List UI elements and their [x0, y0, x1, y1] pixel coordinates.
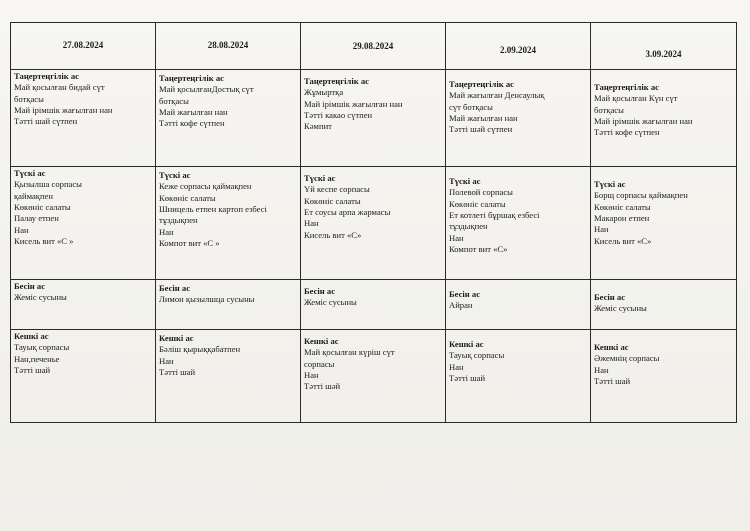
meal-item: Нан — [159, 355, 174, 366]
meal-title: Кешкі ас — [304, 336, 339, 346]
meal-item: Тәтті кофе сүтпен — [159, 118, 225, 129]
meal-item: Май жағылған Денсаулық — [449, 90, 545, 101]
meal-title: Түскі ас — [304, 173, 336, 183]
meal-item: Кисель вит «С» — [304, 229, 362, 240]
date-cell-3 — [446, 23, 591, 70]
breakfast-cell-3 — [446, 70, 591, 167]
meal-title: Бесін ас — [14, 281, 46, 291]
snack-cell-4 — [591, 280, 737, 330]
meal-item: Көкөніс салаты — [449, 198, 506, 209]
meal-title: Бесін ас — [159, 283, 191, 293]
meal-title: Таңертеңгілік ас — [449, 79, 514, 89]
meal-item: Айран — [449, 300, 473, 311]
meal-item: Ет соусы арпа жармасы — [304, 207, 391, 218]
date-cell-4 — [591, 23, 737, 70]
dinner-cell-3 — [446, 330, 591, 423]
meal-item: Май жағылған нан — [159, 107, 228, 118]
meal-item: Нан — [14, 224, 29, 235]
meal-item: Жеміс сусыны — [594, 303, 647, 314]
meal-title: Таңертеңгілік ас — [14, 71, 79, 81]
meal-item: Үй кеспе сорпасы — [304, 184, 370, 195]
dinner-cell-4 — [591, 330, 737, 423]
meal-item: Нан — [304, 218, 319, 229]
meal-item: Нан — [449, 361, 464, 372]
meal-item: Нан,печенье — [14, 353, 60, 364]
meal-item: Палау етпен — [14, 213, 59, 224]
meal-item: Май ірімшік жағылған нан — [14, 105, 113, 116]
meal-item: Қызылша сорпасы — [14, 179, 82, 190]
date-label: 3.09.2024 — [645, 48, 682, 59]
date-cell-1 — [156, 23, 301, 70]
meal-item: Компот вит «С» — [449, 244, 508, 255]
snack-cell-2 — [301, 280, 446, 330]
menu-table — [10, 22, 737, 423]
meal-title: Түскі ас — [159, 170, 191, 180]
meal-item: Тәтті шай сүтпен — [14, 116, 78, 127]
meal-item: Көкөніс салаты — [159, 192, 216, 203]
meal-item: Әжемнің сорпасы — [594, 353, 660, 364]
meal-item: Май ірімшік жағылған нан — [304, 98, 403, 109]
meal-item: Жеміс сусыны — [14, 292, 67, 303]
date-label: 28.08.2024 — [207, 39, 249, 50]
meal-item: Компот вит «С » — [159, 238, 220, 249]
dinner-row — [11, 330, 737, 423]
lunch-cell-2 — [301, 167, 446, 280]
meal-item: Тәтті шай — [14, 365, 51, 376]
meal-item: Кисель вит «С» — [594, 235, 652, 246]
meal-item: Бәліш қырыққабатпен — [159, 344, 241, 355]
meal-item: Май жағылған нан — [449, 113, 518, 124]
meal-item: Көкөніс салаты — [304, 195, 361, 206]
meal-item: Тәтті кофе сүтпен — [594, 127, 660, 138]
meal-title: Бесін ас — [304, 286, 336, 296]
date-label: 27.08.2024 — [62, 39, 104, 50]
meal-title: Кешкі ас — [14, 331, 49, 341]
meal-item: Макарон етпен — [594, 213, 650, 224]
meal-item: Тәтті шай — [449, 373, 486, 384]
date-label: 2.09.2024 — [500, 44, 536, 55]
dates-row — [11, 23, 737, 70]
meal-item: сүт ботқасы — [449, 101, 493, 112]
dinner-cell-0 — [11, 330, 156, 423]
meal-item: Май қосылғанДостық сүт — [159, 84, 254, 95]
meal-item: Май қосылған Күн сүт — [594, 93, 678, 104]
snack-cell-3 — [446, 280, 591, 330]
dinner-cell-1 — [156, 330, 301, 423]
meal-title: Таңертеңгілік ас — [304, 76, 369, 86]
meal-item: Май ірімшік жағылған нан — [594, 116, 693, 127]
meal-title: Таңертеңгілік ас — [594, 82, 659, 92]
meal-item: Тәтті шай — [594, 376, 631, 387]
meal-title: Таңертеңгілік ас — [159, 73, 224, 83]
meal-item: Полевой сорпасы — [449, 187, 513, 198]
lunch-row — [11, 167, 737, 280]
lunch-cell-4 — [591, 167, 737, 280]
lunch-cell-0 — [11, 167, 156, 280]
meal-title: Түскі ас — [449, 176, 481, 186]
meal-item: Тауық сорпасы — [14, 342, 70, 353]
meal-item: Нан — [594, 364, 609, 375]
breakfast-row — [11, 70, 737, 167]
meal-item: Май қосылған бидай сүт — [14, 82, 105, 93]
meal-item: Жұмыртқа — [304, 87, 344, 98]
breakfast-cell-0 — [11, 70, 156, 167]
meal-item: Тәтті шәй — [304, 381, 341, 392]
meal-item: Тәтті шай — [159, 367, 196, 378]
meal-item: Кисель вит «С » — [14, 236, 74, 247]
meal-title: Кешкі ас — [159, 333, 194, 343]
date-label: 29.08.2024 — [352, 40, 394, 51]
breakfast-cell-4 — [591, 70, 737, 167]
meal-item: Май қосылған күріш сүт — [304, 347, 395, 358]
meal-item: Көкөніс салаты — [594, 201, 651, 212]
meal-item: Жеміс сусыны — [304, 297, 357, 308]
date-cell-2 — [301, 23, 446, 70]
meal-item: Кәмпит — [304, 121, 332, 132]
meal-title: Бесін ас — [594, 292, 626, 302]
meal-item: Шницель етпен картоп езбесі — [159, 204, 267, 215]
breakfast-cell-2 — [301, 70, 446, 167]
meal-item: қаймақпен — [14, 190, 53, 201]
meal-title: Түскі ас — [14, 168, 46, 178]
meal-title: Түскі ас — [594, 179, 626, 189]
meal-item: ботқасы — [14, 93, 44, 104]
dinner-cell-2 — [301, 330, 446, 423]
meal-item: тұздықпен — [159, 215, 198, 226]
meal-item: Нан — [159, 226, 174, 237]
meal-item: Кеже сорпасы қаймақпен — [159, 181, 252, 192]
meal-item: Көкөніс салаты — [14, 202, 71, 213]
meal-item: Тауық сорпасы — [449, 350, 505, 361]
meal-title: Кешкі ас — [594, 342, 629, 352]
lunch-cell-3 — [446, 167, 591, 280]
meal-item: Нан — [594, 224, 609, 235]
meal-item: Тәтті шәй сүтпен — [449, 124, 513, 135]
meal-title: Бесін ас — [449, 289, 481, 299]
meal-item: Нан — [449, 232, 464, 243]
meal-item: тұздықпен — [449, 221, 488, 232]
meal-item: Борщ сорпасы қаймақпен — [594, 190, 688, 201]
snack-row — [11, 280, 737, 330]
meal-item: Нан — [304, 370, 319, 381]
meal-title: Кешкі ас — [449, 339, 484, 349]
breakfast-cell-1 — [156, 70, 301, 167]
date-cell-0 — [11, 23, 156, 70]
meal-item: ботқасы — [594, 104, 624, 115]
meal-item: Тәтті какао сүтпен — [304, 110, 373, 121]
snack-cell-1 — [156, 280, 301, 330]
meal-item: Лимон қызылшца сусыны — [159, 294, 255, 305]
meal-item: ботқасы — [159, 95, 189, 106]
meal-item: сорпасы — [304, 358, 335, 369]
meal-item: Ет котлеті бұршақ езбесі — [449, 210, 540, 221]
snack-cell-0 — [11, 280, 156, 330]
lunch-cell-1 — [156, 167, 301, 280]
